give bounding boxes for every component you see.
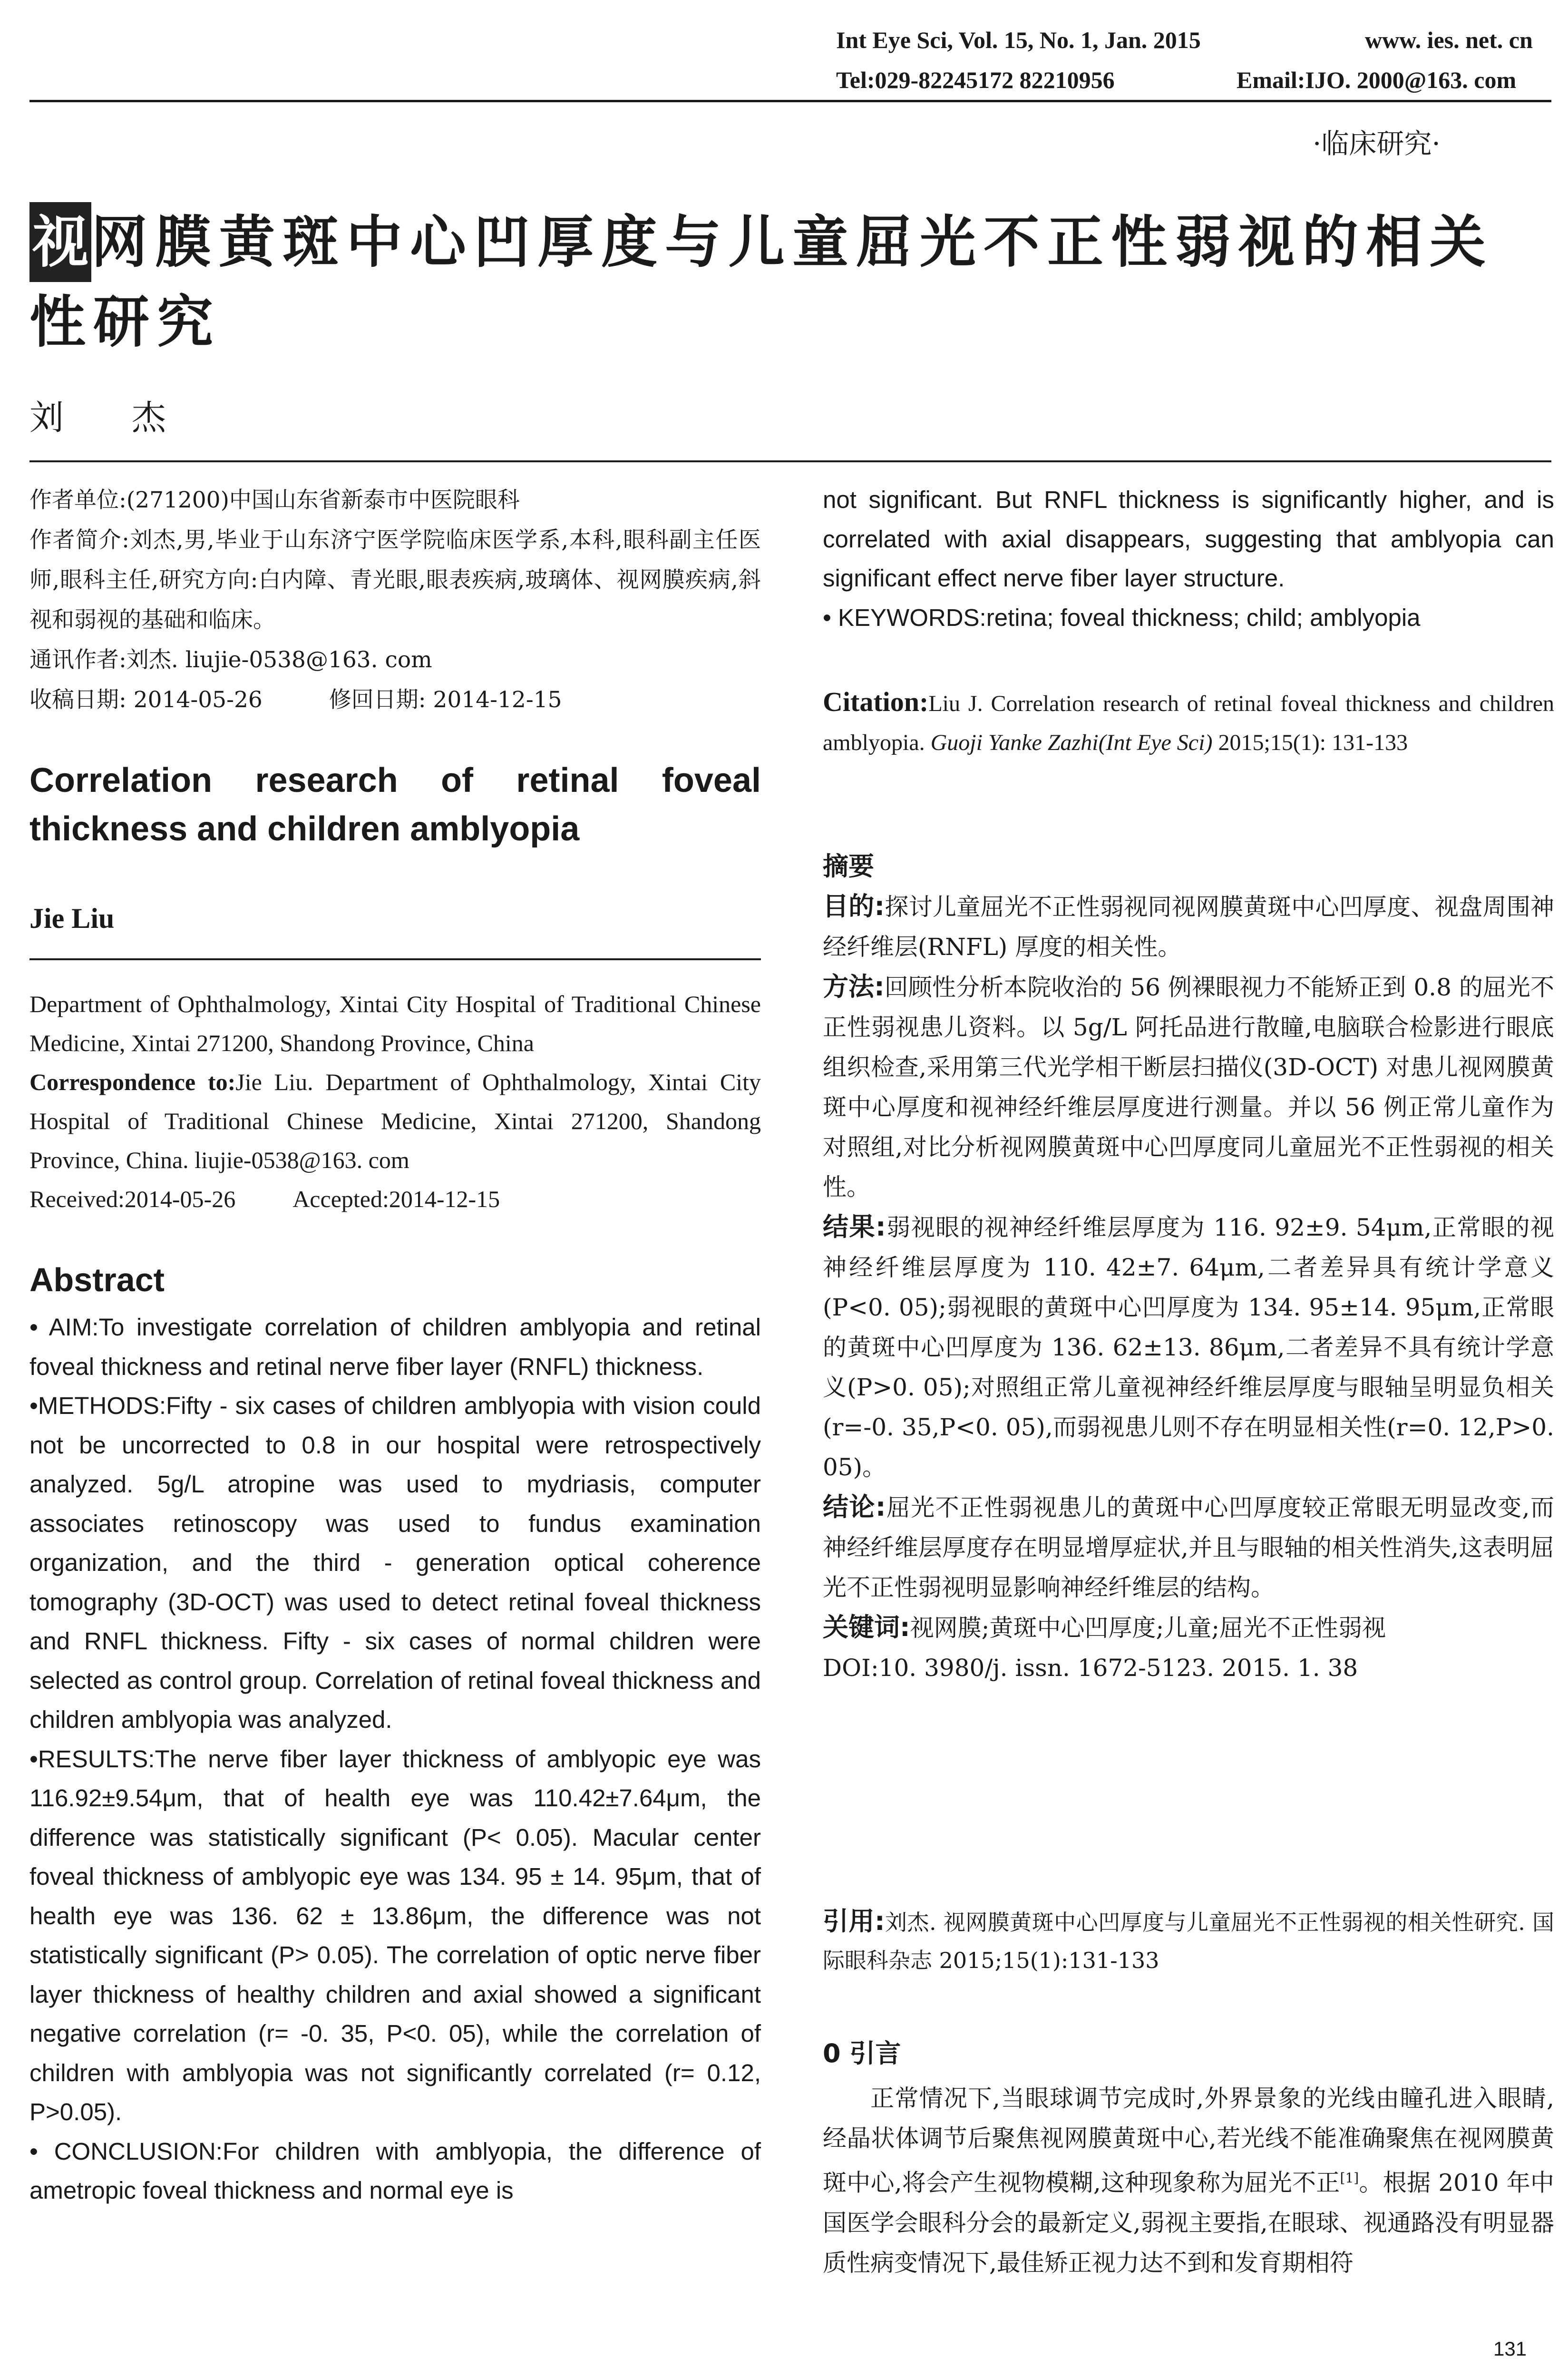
intro-text-2: 。根据 2010 年中国医学会眼科分会的最新定义,弱视主要指,在眼球、视通路没有明显器质性病变情况下,最佳矫正视力达不到和发育期相符: [823, 2169, 1554, 2277]
cn-doi: DOI:10. 3980/j. issn. 1672-5123. 2015. 1. 38: [823, 1654, 1358, 1682]
english-abstract-continued: [823, 480, 1554, 637]
intro-heading: 0 引言: [823, 2038, 901, 2068]
revised-date-cn: 修回日期: 2014-12-15: [329, 687, 562, 713]
citation-en: [823, 682, 1554, 762]
received-en: Received:2014-05-26: [29, 1186, 236, 1212]
abstract-methods: [29, 1386, 761, 1740]
abstract-results: [29, 1740, 761, 2132]
cn-keywords-label: 关键词:: [823, 1612, 910, 1642]
journal-email: Email:IJO. 2000@163. com: [1237, 67, 1517, 93]
cn-conclusion: [823, 1487, 1554, 1607]
citation-text-2: 2015;15(1): 131-133: [1218, 730, 1408, 755]
header-rule: [29, 100, 1551, 102]
journal-tel: Tel:029-82245172 82210956: [836, 67, 1115, 93]
citation-label: Citation:: [823, 686, 929, 717]
aim-label: • AIM:: [29, 1314, 99, 1341]
journal-line: Int Eye Sci, Vol. 15, No. 1, Jan. 2015: [836, 27, 1201, 53]
english-author: Jie Liu: [29, 903, 115, 934]
title-mark-char: 视: [29, 202, 91, 282]
correspondence-text: Jie Liu. Department of Ophthalmology, Xintai City Hospital of Traditional Chinese Medicine, Xintai 271200, Shandong Province, China. liujie-0538@163. com: [29, 1069, 761, 1173]
cn-aim-label: 目的:: [823, 891, 885, 921]
received-accepted: [29, 1179, 761, 1218]
intro-ref: [1]: [1340, 2170, 1359, 2186]
cn-abstract-heading: 摘要: [823, 851, 874, 881]
author-cn: 刘 杰: [29, 398, 195, 438]
author-info: [29, 480, 761, 720]
section-label: ·临床研究·: [1313, 127, 1441, 160]
cn-conclusion-label: 结论:: [823, 1492, 886, 1522]
article-title: [29, 202, 1547, 362]
affiliation: 作者单位:(271200)中国山东省新泰市中医院眼科: [29, 487, 520, 513]
cn-methods-label: 方法:: [823, 972, 885, 1002]
title-rest: 网膜黄斑中心凹厚度与儿童屈光不正性弱视的相关性研究: [29, 209, 1494, 355]
citation-journal: Guoji Yanke Zazhi(Int Eye Sci): [930, 730, 1213, 755]
journal-website: www. ies. net. cn: [1365, 27, 1533, 53]
intro-text-1: 正常情况下,当眼球调节完成时,外界景象的光线由瞳孔进入眼睛,经晶状体调节后聚焦视网膜黄斑中心,若光线不能准确聚焦在视网膜黄斑中心,将会产生视物模糊,这种现象称为屈光不正: [823, 2085, 1554, 2197]
results-text: The nerve fiber layer thickness of amblyopic eye was 116.92±9.54μm, that of health eye was 110.42±7.64μm, the difference was statistically significant (P< 0.05). Macular center foveal thickness of amblyopic eye was 134. 95 ± 14. 95μm, that of health eye was 136. 62 ± 13.86μm, the difference was not statistically significant (P> 0.05). The correlation of optic nerve fiber layer thickness of healthy children and axial showed a significant negative correlation (r= -0. 35, P<0. 05), while the correlation of children with amblyopia was not significantly correlated (r= 0.12, P>0.05).: [29, 1745, 761, 2125]
cn-keywords-text: 视网膜;黄斑中心凹厚度;儿童;屈光不正性弱视: [910, 1614, 1386, 1642]
conclusion-text-part1: For children with amblyopia, the difference of ametropic foveal thickness and normal eye is: [29, 2137, 761, 2204]
page-number: 131: [1493, 2338, 1527, 2360]
cn-keywords: [823, 1607, 1554, 1648]
keywords-en: [823, 598, 1554, 638]
correspondence: [29, 1062, 761, 1179]
english-title: Correlation research of retinal foveal thickness and children amblyopia: [29, 761, 761, 848]
title-rule: [29, 460, 1551, 462]
chinese-abstract: [823, 847, 1554, 1688]
keywords-label: • KEYWORDS:: [823, 604, 986, 631]
keywords-text: retina; foveal thickness; child; amblyopia: [986, 604, 1421, 631]
author-bio: 作者简介:刘杰,男,毕业于山东济宁医学院临床医学系,本科,眼科副主任医师,眼科主任,研究方向:白内障、青光眼,眼表疾病,玻璃体、视网膜疾病,斜视和弱视的基础和临床。: [29, 527, 761, 633]
methods-text: Fifty - six cases of children amblyopia with vision could not be uncorrected to 0.8 in our hospital were retrospectively analyzed. 5g/L atropine was used to mydriasis, computer associates retinoscopy was used to fundus examination organization, and the third - generation optical coherence tomography (3D-OCT) was used to detect retinal foveal thickness and RNFL thickness. Fifty - six cases of normal children were selected as control group. Correlation of retinal foveal thickness and children amblyopia was analyzed.: [29, 1392, 761, 1733]
accepted-en: Accepted:2014-12-15: [292, 1186, 500, 1212]
cn-methods-text: 回顾性分析本院收治的 56 例裸眼视力不能矫正到 0.8 的屈光不正性弱视患儿资料。以 5g/L 阿托品进行散瞳,电脑联合检影进行眼底组织检查,采用第三代光学相干断层扫描仪(3D-OCT) 对患儿视网膜黄斑中心厚度和视神经纤维层厚度进行测量。并以 56 例正常儿童作为对照组,对比分析视网膜黄斑中心凹厚度同儿童屈光不正性弱视的相关性。: [823, 974, 1554, 1201]
received-date-cn: 收稿日期: 2014-05-26: [29, 687, 263, 713]
conclusion-text-continued: not significant. But RNFL thickness is significantly higher, and is correlated with axial disappears, suggesting that amblyopia can significant effect nerve fiber layer structure.: [823, 486, 1554, 592]
cn-cite-text: 刘杰. 视网膜黄斑中心凹厚度与儿童屈光不正性弱视的相关性研究. 国际眼科杂志 2015;15(1):131-133: [823, 1909, 1554, 1973]
cn-aim: [823, 887, 1554, 967]
cn-results: [823, 1207, 1554, 1487]
abstract-conclusion-start: [29, 2132, 761, 2211]
abstract-heading: Abstract: [29, 1261, 165, 1298]
aim-text: To investigate correlation of children amblyopia and retinal foveal thickness and retinal nerve fiber layer (RNFL) thickness.: [29, 1314, 761, 1380]
correspondence-label: Correspondence to:: [29, 1069, 236, 1095]
corresponding-author: 通讯作者:刘杰. liujie-0538@163. com: [29, 647, 432, 673]
results-label: •RESULTS:: [29, 1745, 155, 1773]
cn-results-label: 结果:: [823, 1212, 886, 1242]
english-abstract-body: [29, 1308, 761, 2211]
intro-paragraph: [823, 2078, 1554, 2283]
cn-cite-label: 引用:: [823, 1906, 885, 1936]
cn-conclusion-text: 屈光不正性弱视患儿的黄斑中心凹厚度较正常眼无明显改变,而神经纤维层厚度存在明显增厚症状,并且与眼轴的相关性消失,这表明屈光不正性弱视明显影响神经纤维层的结构。: [823, 1494, 1554, 1601]
author-rule: [29, 958, 761, 960]
conclusion-label: • CONCLUSION:: [29, 2137, 223, 2165]
cn-citation: [823, 1902, 1554, 1979]
department: Department of Ophthalmology, Xintai City Hospital of Traditional Chinese Medicine, Xintai 271200, Shandong Province, China: [29, 991, 761, 1056]
cn-aim-text: 探讨儿童屈光不正性弱视同视网膜黄斑中心凹厚度、视盘周围神经纤维层(RNFL) 厚度的相关性。: [823, 893, 1554, 961]
cn-results-text: 弱视眼的视神经纤维层厚度为 116. 92±9. 54μm,正常眼的视神经纤维层厚度为 110. 42±7. 64μm,二者差异具有统计学意义(P<0. 05);弱视眼的黄斑中心凹厚度为 134. 95±14. 95μm,正常眼的黄斑中心凹厚度为 136. 62±13. 86μm,二者差异不具有统计学意义(P>0. 05);对照组正常儿童视神经纤维层厚度与眼轴呈明显负相关(r=-0. 35,P<0. 05),而弱视患儿则不存在明显相关性(r=0. 12,P>0. 05)。: [823, 1214, 1554, 1481]
cn-methods: [823, 967, 1554, 1207]
english-affiliation: [29, 984, 761, 1218]
dates-row: [29, 680, 761, 720]
abstract-aim: [29, 1308, 761, 1386]
citation-text-1: Liu J. Correlation research of retinal foveal thickness and children amblyopia.: [823, 691, 1554, 755]
methods-label: •METHODS:: [29, 1392, 166, 1419]
